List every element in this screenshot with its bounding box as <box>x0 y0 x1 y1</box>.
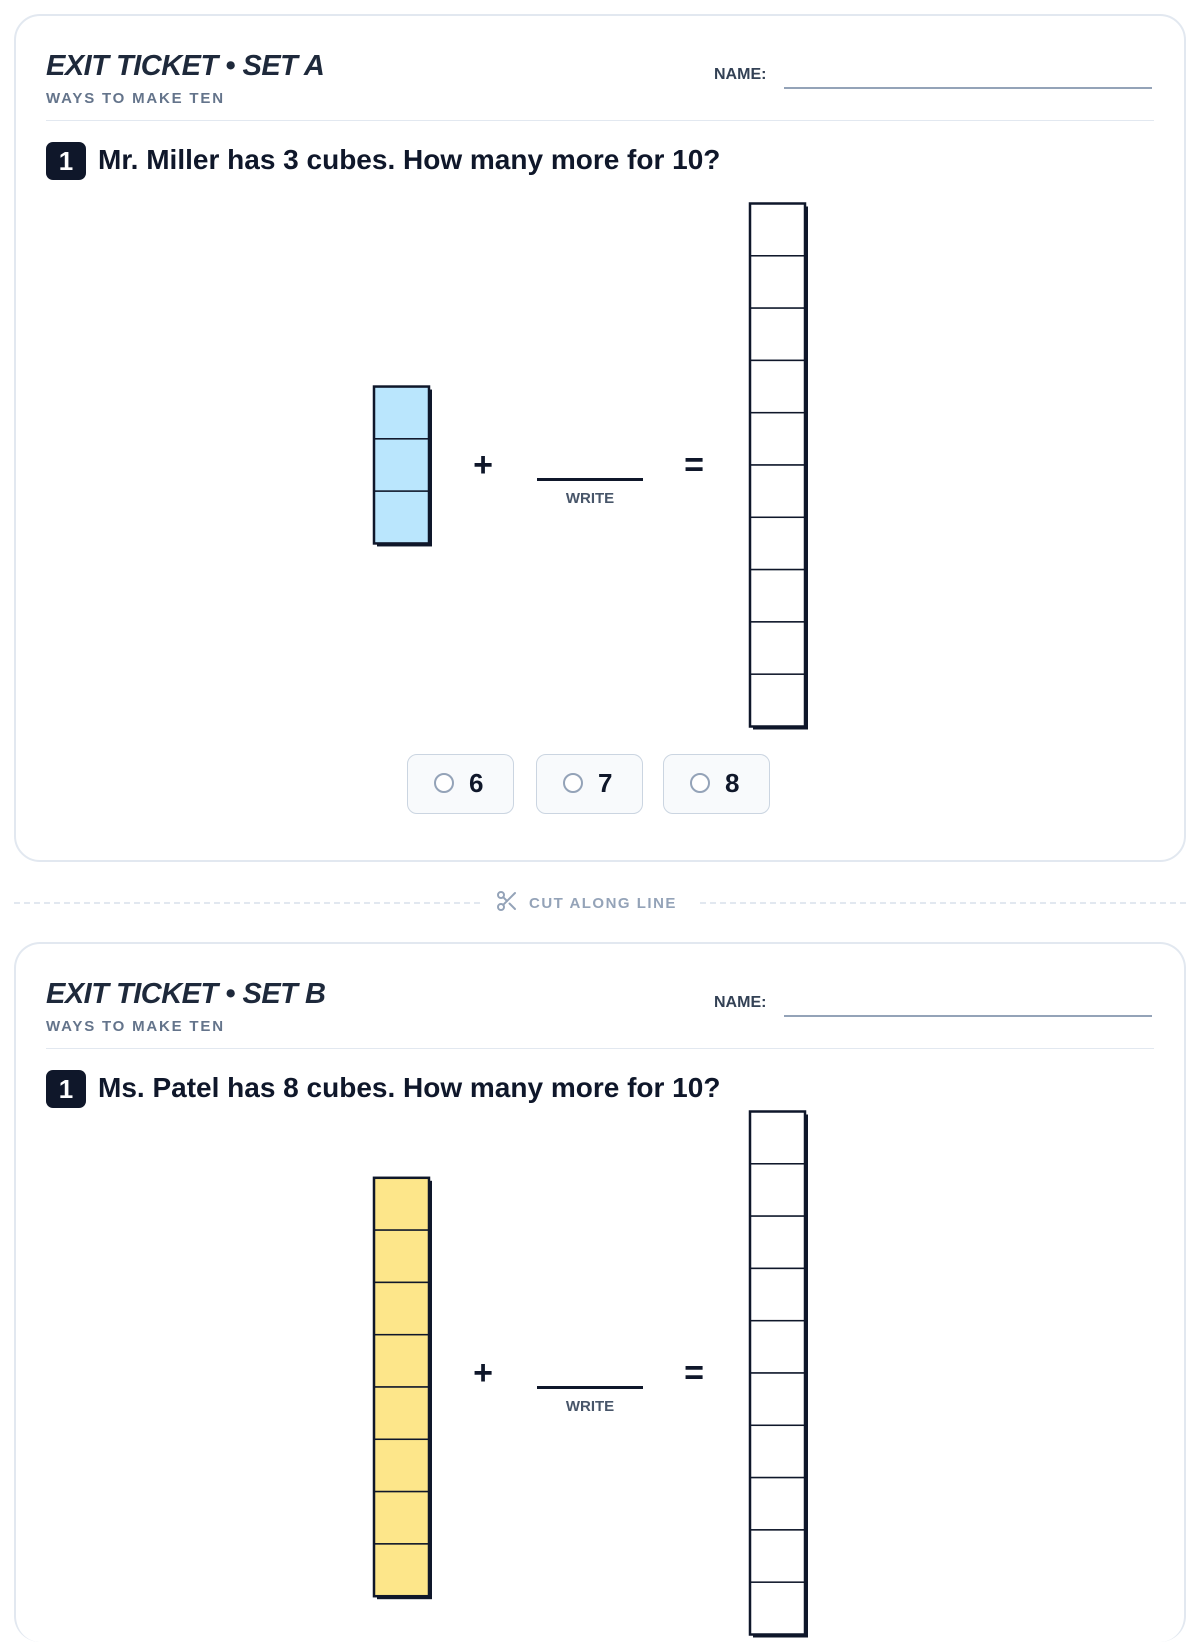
cube <box>750 1164 805 1216</box>
given-cube-tower <box>374 1178 432 1599</box>
cube <box>750 204 805 256</box>
exit-ticket-set-a <box>14 14 1186 862</box>
cube <box>750 1321 805 1373</box>
name-label: NAME: <box>714 994 767 1011</box>
equals-sign: = <box>684 446 704 484</box>
choice-6[interactable] <box>407 754 514 814</box>
ticket-title: EXIT TICKET • SET A <box>46 50 325 82</box>
ten-cube-tower <box>750 1112 808 1638</box>
cube <box>750 413 805 465</box>
radio-circle-icon[interactable] <box>434 773 454 793</box>
cube <box>374 1335 429 1387</box>
ticket-title: EXIT TICKET • SET B <box>46 978 326 1010</box>
radio-circle-icon[interactable] <box>690 773 710 793</box>
choice-value: 8 <box>725 768 740 798</box>
cube <box>750 1530 805 1582</box>
cube <box>750 256 805 308</box>
name-label: NAME: <box>714 66 767 83</box>
write-label: WRITE <box>565 490 615 507</box>
cut-along-line-label <box>495 888 677 918</box>
cube <box>374 1492 429 1544</box>
cube <box>374 491 429 543</box>
cube <box>750 1216 805 1268</box>
cube <box>374 1178 429 1230</box>
ten-cube-tower <box>750 204 808 730</box>
cube <box>374 1230 429 1282</box>
cube <box>750 1582 805 1634</box>
exit-ticket-set-b <box>14 942 1186 1642</box>
cube <box>750 1373 805 1425</box>
choice-7[interactable] <box>536 754 643 814</box>
ticket-subtitle: WAYS TO MAKE TEN <box>46 90 225 107</box>
radio-circle-icon[interactable] <box>563 773 583 793</box>
cube <box>750 517 805 569</box>
equals-sign: = <box>684 1354 704 1392</box>
cube <box>374 387 429 439</box>
question-number-badge: 1 <box>46 1070 86 1108</box>
given-cube-tower <box>374 387 432 547</box>
answer-write-line[interactable] <box>537 478 643 481</box>
question-text: Ms. Patel has 8 cubes. How many more for 10? <box>98 1072 721 1103</box>
answer-write-line[interactable] <box>537 1386 643 1389</box>
cube <box>750 1268 805 1320</box>
cube <box>750 1425 805 1477</box>
cube <box>750 674 805 726</box>
cube <box>750 308 805 360</box>
cut-dash-right <box>700 902 1186 904</box>
cube <box>374 439 429 491</box>
choice-value: 7 <box>598 768 613 798</box>
cube-equation-b <box>16 944 1186 1642</box>
cube <box>374 1544 429 1596</box>
cut-line-text: CUT ALONG LINE <box>529 894 677 912</box>
cube <box>750 1112 805 1164</box>
question-number-badge: 1 <box>46 142 86 180</box>
cube <box>750 360 805 412</box>
write-label: WRITE <box>565 1398 615 1415</box>
cube <box>374 1387 429 1439</box>
cube-equation-a <box>16 16 1186 862</box>
plus-sign: + <box>473 1354 493 1392</box>
cube <box>750 1478 805 1530</box>
ticket-subtitle: WAYS TO MAKE TEN <box>46 1018 225 1035</box>
cut-dash-left <box>14 902 480 904</box>
cube <box>750 570 805 622</box>
cube <box>750 622 805 674</box>
choice-value: 6 <box>469 768 484 798</box>
cube <box>374 1439 429 1491</box>
plus-sign: + <box>473 446 493 484</box>
cube <box>374 1282 429 1334</box>
question-text: Mr. Miller has 3 cubes. How many more for 10? <box>98 144 721 175</box>
cube <box>750 465 805 517</box>
choice-8[interactable] <box>663 754 770 814</box>
scissors-icon <box>495 889 519 918</box>
